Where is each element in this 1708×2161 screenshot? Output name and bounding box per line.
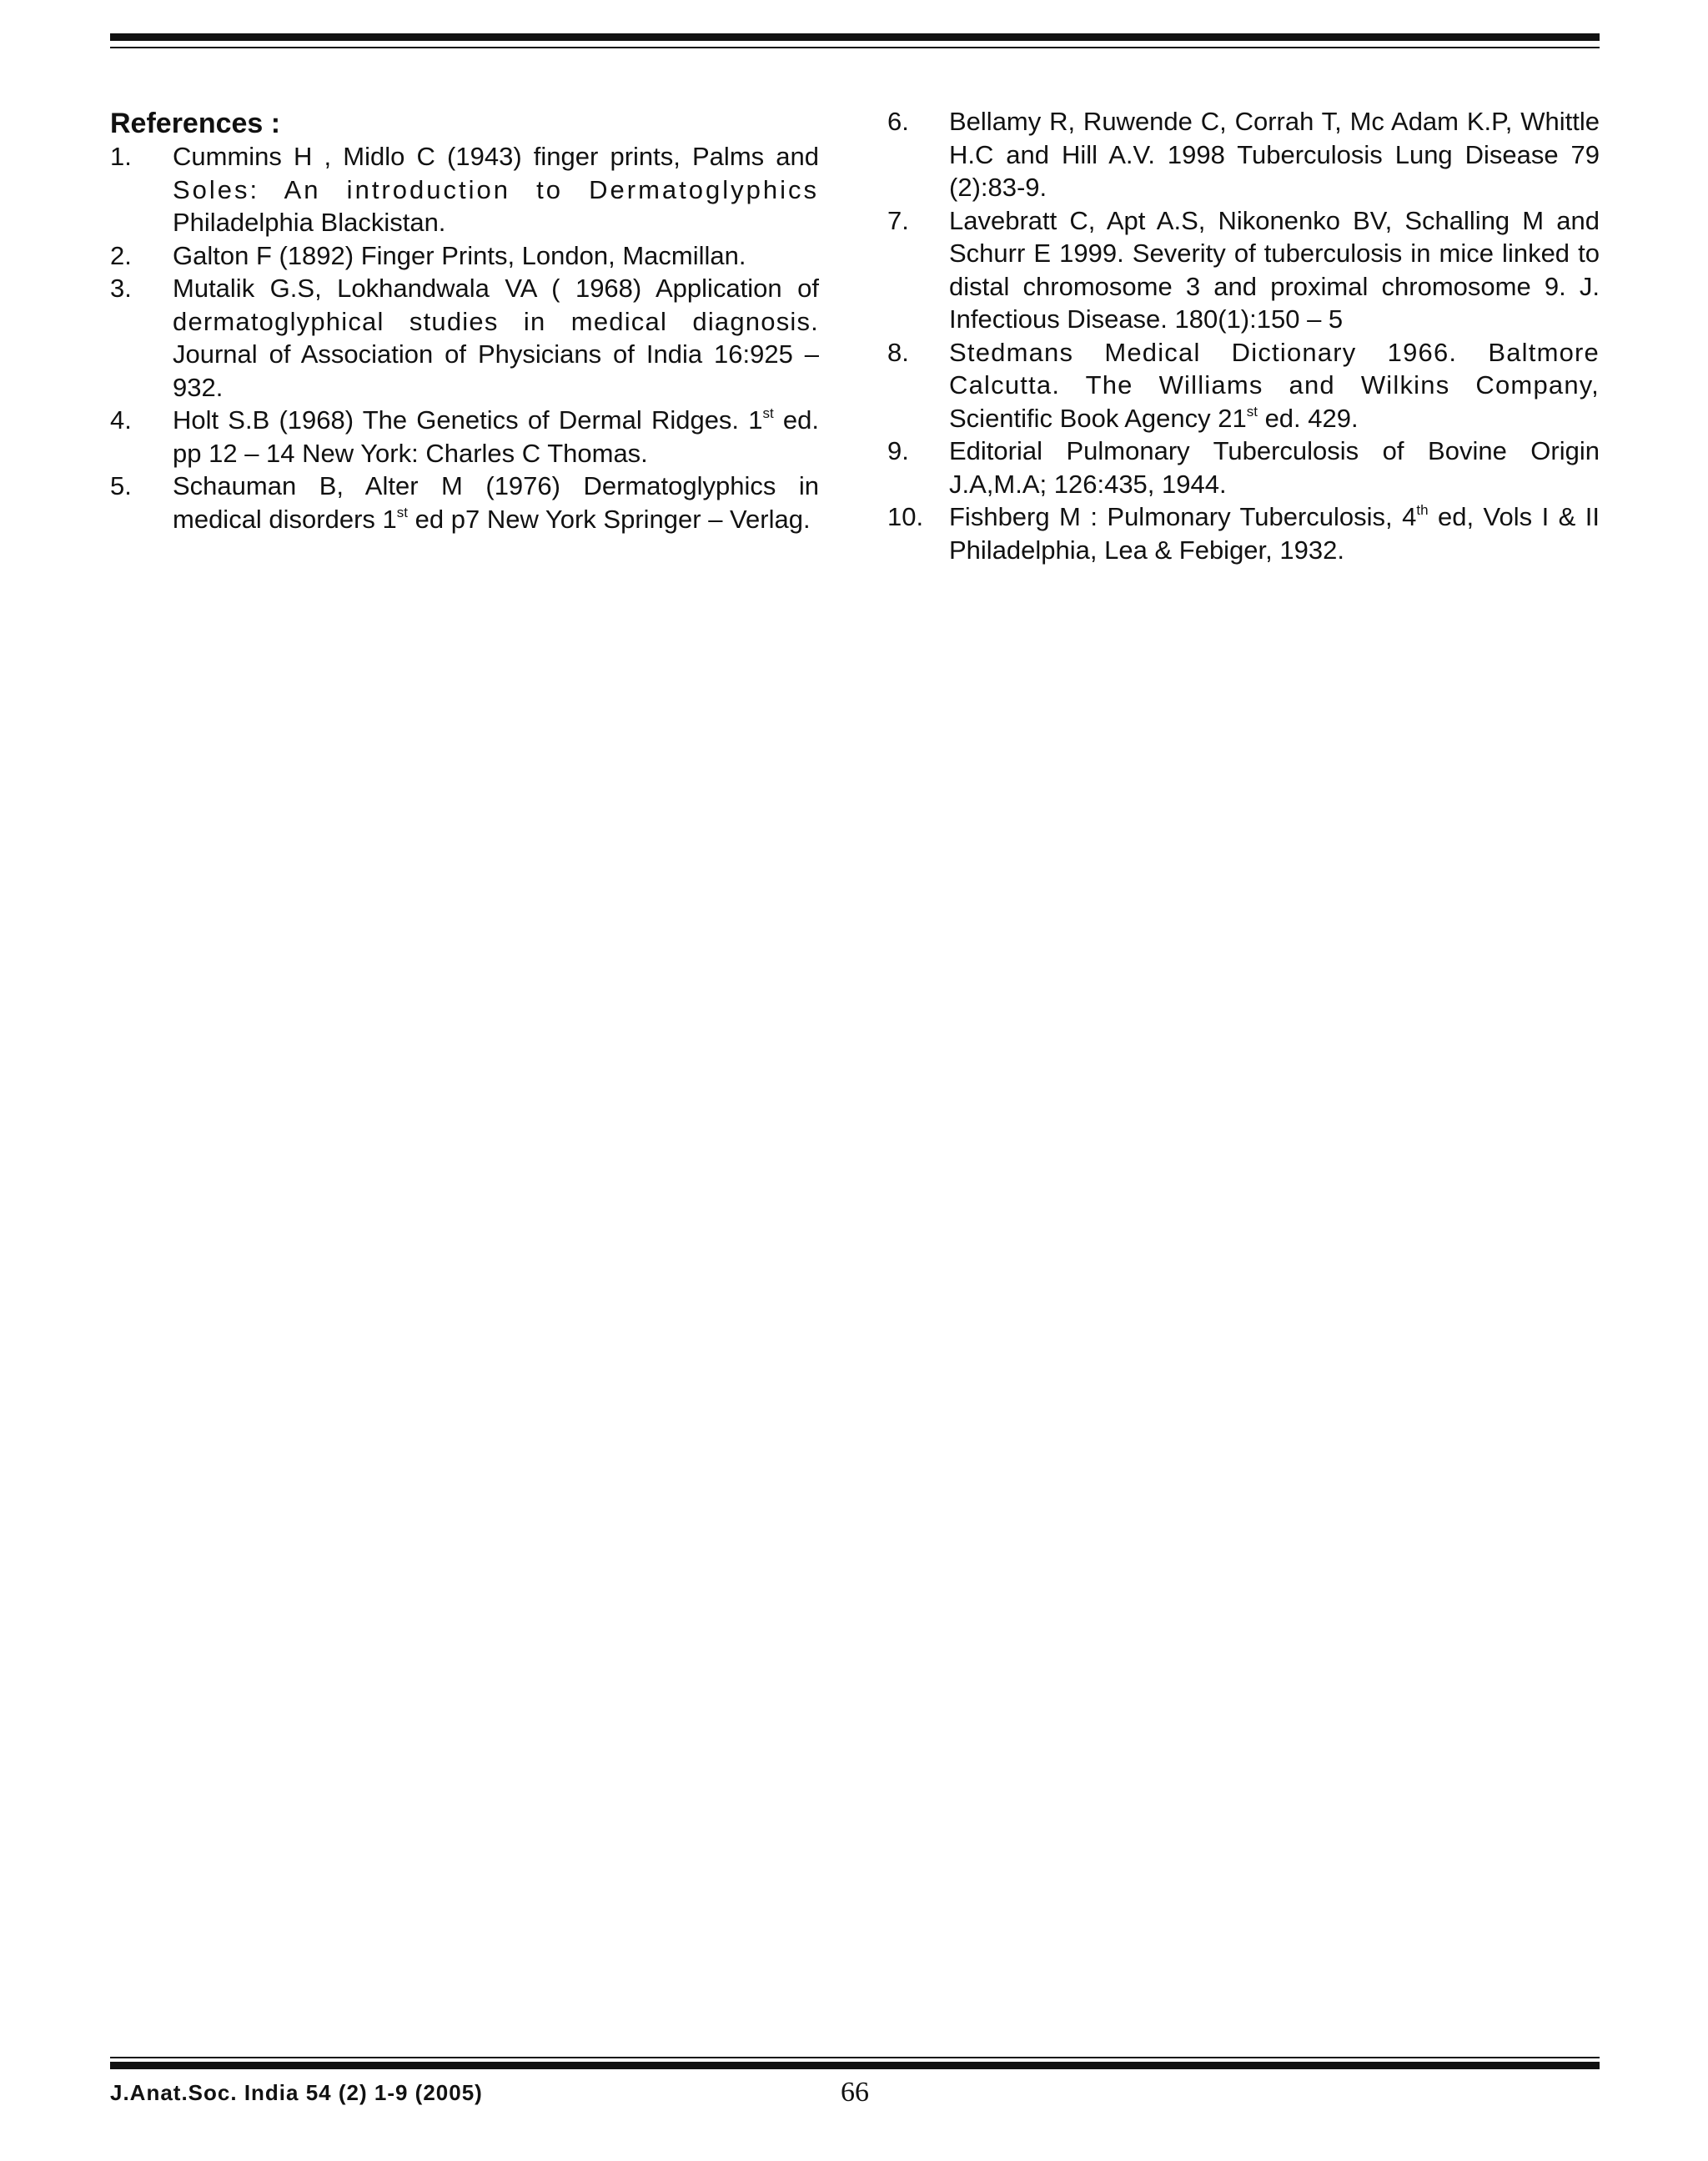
reference-text: Bellamy R, Ruwende C, Corrah T, Mc Adam K.P, Whittle H.C and Hill A.V. 1998 Tuberculosis Lung Disease 79 (2):83-9. [949,107,1600,202]
reference-text: Lavebratt C, Apt A.S, Nikonenko BV, Schalling M and Schurr E 1999. Severity of tuberculosis in mice linked to distal chromosome 3 and proximal chromosome 9. J. Infectious Disease. 180(1):150 – 5 [949,205,1600,334]
reference-text: ed, Vols I & II Philadelphia, Lea & Febiger, 1932. [949,502,1600,565]
reference-number: 3. [110,274,132,303]
footer-rule-thick [110,2062,1600,2069]
references-heading: References : [110,108,281,139]
reference-number: 5. [110,471,132,500]
reference-item-6 [887,105,1600,204]
reference-item-10 [887,500,1600,566]
reference-text: Holt S.B (1968) The Genetics of Dermal Ridges. 1 [173,405,763,435]
journal-citation: J.Anat.Soc. India 54 (2) 1-9 (2005) [110,2080,483,2105]
superscript: st [1246,403,1258,420]
reference-number: 6. [887,107,909,136]
references-left-column [110,105,819,535]
reference-number: 8. [887,337,909,367]
reference-text: Editorial Pulmonary Tuberculosis of Bovine Origin J.A,M.A; 126:435, 1944. [949,436,1600,499]
superscript: st [762,405,774,421]
reference-number: 10. [887,502,924,531]
header-rule-thick [110,33,1600,41]
footer-rule-thin [110,2057,1600,2058]
references-list-right [887,105,1600,566]
reference-line: Calcutta. The Williams and Wilkins Company, [949,370,1600,400]
reference-line: Philadelphia Blackistan. [173,208,446,237]
reference-number: 1. [110,142,132,171]
reference-item-9 [887,435,1600,500]
references-list-left [110,140,819,535]
superscript: th [1416,502,1429,518]
reference-number: 4. [110,405,132,435]
reference-text: Fishberg M : Pulmonary Tuberculosis, 4 [949,502,1417,531]
reference-number: 7. [887,205,909,235]
reference-number: 2. [110,240,132,270]
page-number: 66 [841,2077,869,2108]
reference-item-3 [110,272,819,404]
reference-text: Scientific Book Agency 21 [949,403,1247,433]
reference-line: Soles: An introduction to Dermatoglyphics [173,174,819,204]
reference-text: Schauman B, Alter M (1976) Dermatoglyphics in medical disorders 1 [173,471,819,534]
reference-line: Journal of Association of Physicians of India 16:925 –932. [173,339,819,402]
reference-text: ed. 429. [1257,403,1359,433]
references-right-column [887,105,1600,566]
reference-line: Stedmans Medical Dictionary 1966. Baltmore [949,337,1600,367]
reference-number: 9. [887,436,909,465]
reference-line: Cummins H , Midlo C (1943) finger prints, Palms and [173,142,819,171]
reference-item-8 [887,336,1600,435]
reference-line: dermatoglyphical studies in medical diagnosis. [173,306,819,336]
reference-text: Galton F (1892) Finger Prints, London, Macmillan. [173,240,746,270]
reference-item-4 [110,404,819,470]
superscript: st [396,504,409,520]
reference-item-5 [110,470,819,535]
reference-item-7 [887,204,1600,336]
header-rule-thin [110,47,1600,48]
reference-item-1 [110,140,819,239]
reference-item-2 [110,239,819,273]
reference-text: ed p7 New York Springer – Verlag. [408,504,811,534]
reference-line: Mutalik G.S, Lokhandwala VA ( 1968) Application of [173,274,819,303]
reference-text: ed. pp 12 – 14 New York: Charles C Thomas. [173,405,819,468]
